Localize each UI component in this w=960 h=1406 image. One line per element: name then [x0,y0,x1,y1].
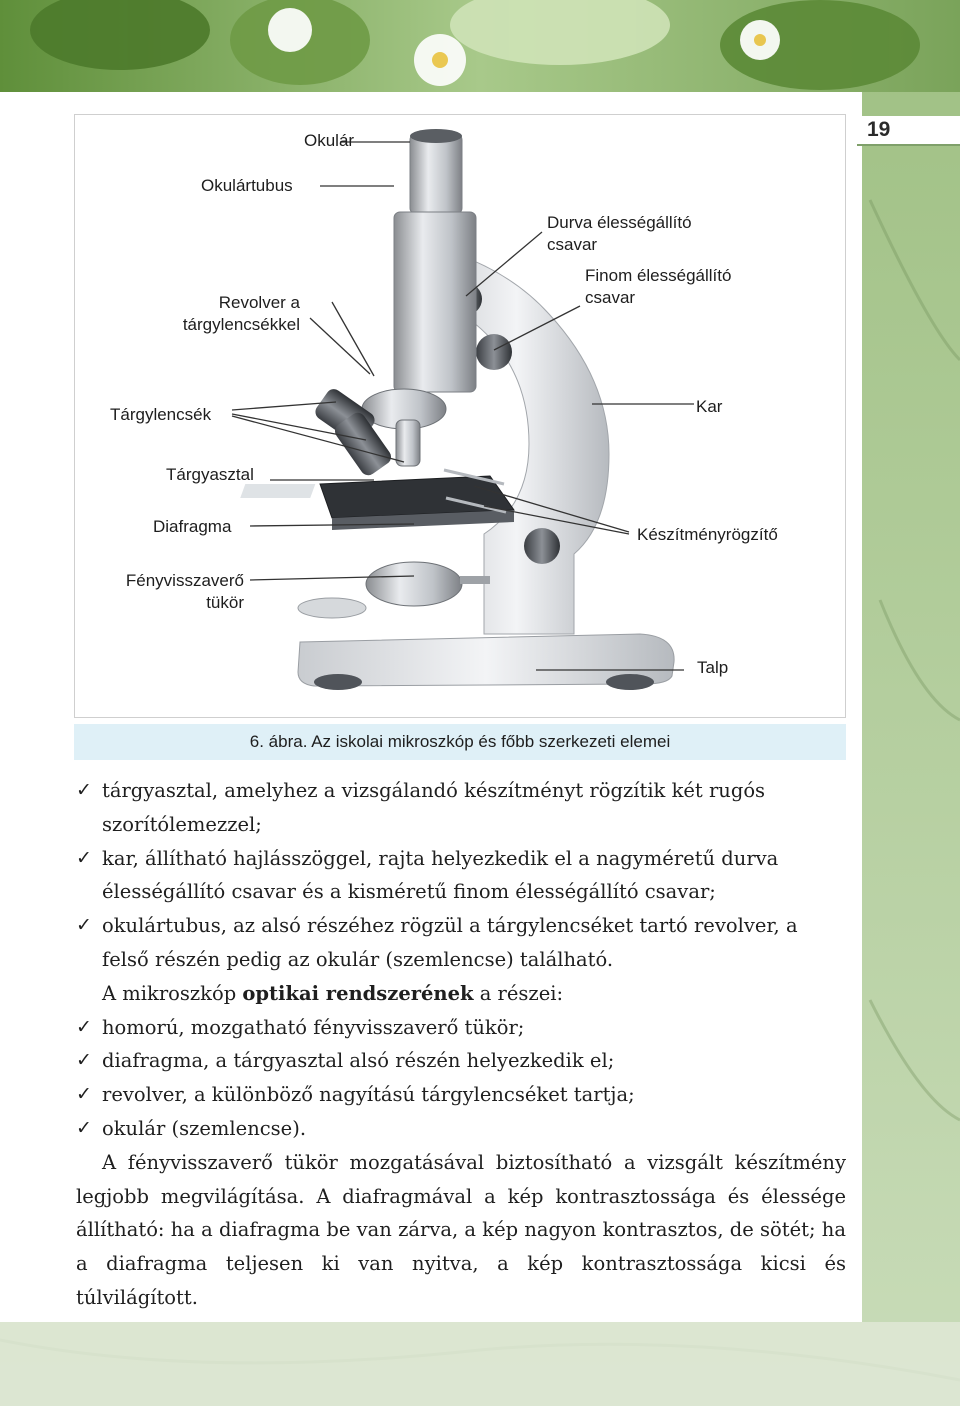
mirror-stand [298,598,366,618]
label-durva: Durva élességállító csavar [547,213,692,254]
list-item: ✓ diafragma, a tárgyasztal alsó részén helyezkedik el; [76,1044,846,1078]
check-icon: ✓ [76,1049,92,1072]
label-kar: Kar [696,397,723,416]
check-icon: ✓ [76,1083,92,1106]
label-revolver: Revolver a tárgylencsékkel [182,293,300,334]
eyepiece [410,134,462,214]
page-number: 19 [857,116,960,146]
base-foot [314,674,362,690]
label-okulartubus: Okulártubus [201,176,293,195]
label-targylencsek: Tárgylencsék [110,405,212,424]
label-okular: Okulár [304,131,355,150]
ocular-tube [394,212,476,392]
label-finom: Finom élességállító csavar [585,266,732,307]
list-item: ✓ tárgyasztal, amelyhez a vizsgálandó készítményt rögzítik két rugós szorítólemezzel; [76,774,846,842]
check-icon: ✓ [76,914,92,937]
label-talp: Talp [697,658,729,677]
list-item: ✓ kar, állítható hajlásszöggel, rajta helyezkedik el a nagyméretű durva élességállító csavar és a kisméretű finom élességállító csavar; [76,842,846,910]
mirror [366,562,462,606]
paragraph: A fényvisszaverő tükör mozgatásával biztosítható a vizsgált készítmény legjobb megvilágítása. A diafragmával a kép kontrasztossága és élessége állítható: ha a diafragma be van zárva, a kép nagyon kontrasztos, de sötét; ha a diafragma teljesen ki van nyitva, a kép kontrasztossága kicsi és túlvilágított. [76,1150,846,1309]
list-item: ✓ homorú, mozgatható fényvisszaverő tükör; [76,1011,846,1045]
figure-caption: 6. ábra. Az iskolai mikroszkóp és főbb szerkezeti elemei [74,724,846,760]
label-keszitmenyrogzito: Készítményrögzítő [637,525,778,544]
optics-intro: A mikroszkóp optikai rendszerének a részei: [102,981,564,1005]
check-icon: ✓ [76,1116,92,1139]
label-diafragma: Diafragma [153,517,232,536]
stage-knob [524,528,560,564]
body-text [76,774,846,1315]
check-icon: ✓ [76,846,92,869]
label-fenyvisszavero: Fényvisszaverő tükör [125,571,244,612]
fine-knob [476,334,512,370]
list-item: ✓ okulár (szemlencse). [76,1112,846,1146]
slide [240,484,315,498]
check-icon: ✓ [76,1015,92,1038]
label-targyasztal: Tárgyasztal [166,465,254,484]
list-item: ✓ okulártubus, az alsó részéhez rögzül a tárgylencséket tartó revolver, a felső részén pedig az okulár (szemlencse) található. [76,909,846,977]
check-icon: ✓ [76,779,92,801]
objective-3 [396,420,420,466]
list-item: ✓ revolver, a különböző nagyítású tárgylencséket tartja; [76,1078,846,1112]
